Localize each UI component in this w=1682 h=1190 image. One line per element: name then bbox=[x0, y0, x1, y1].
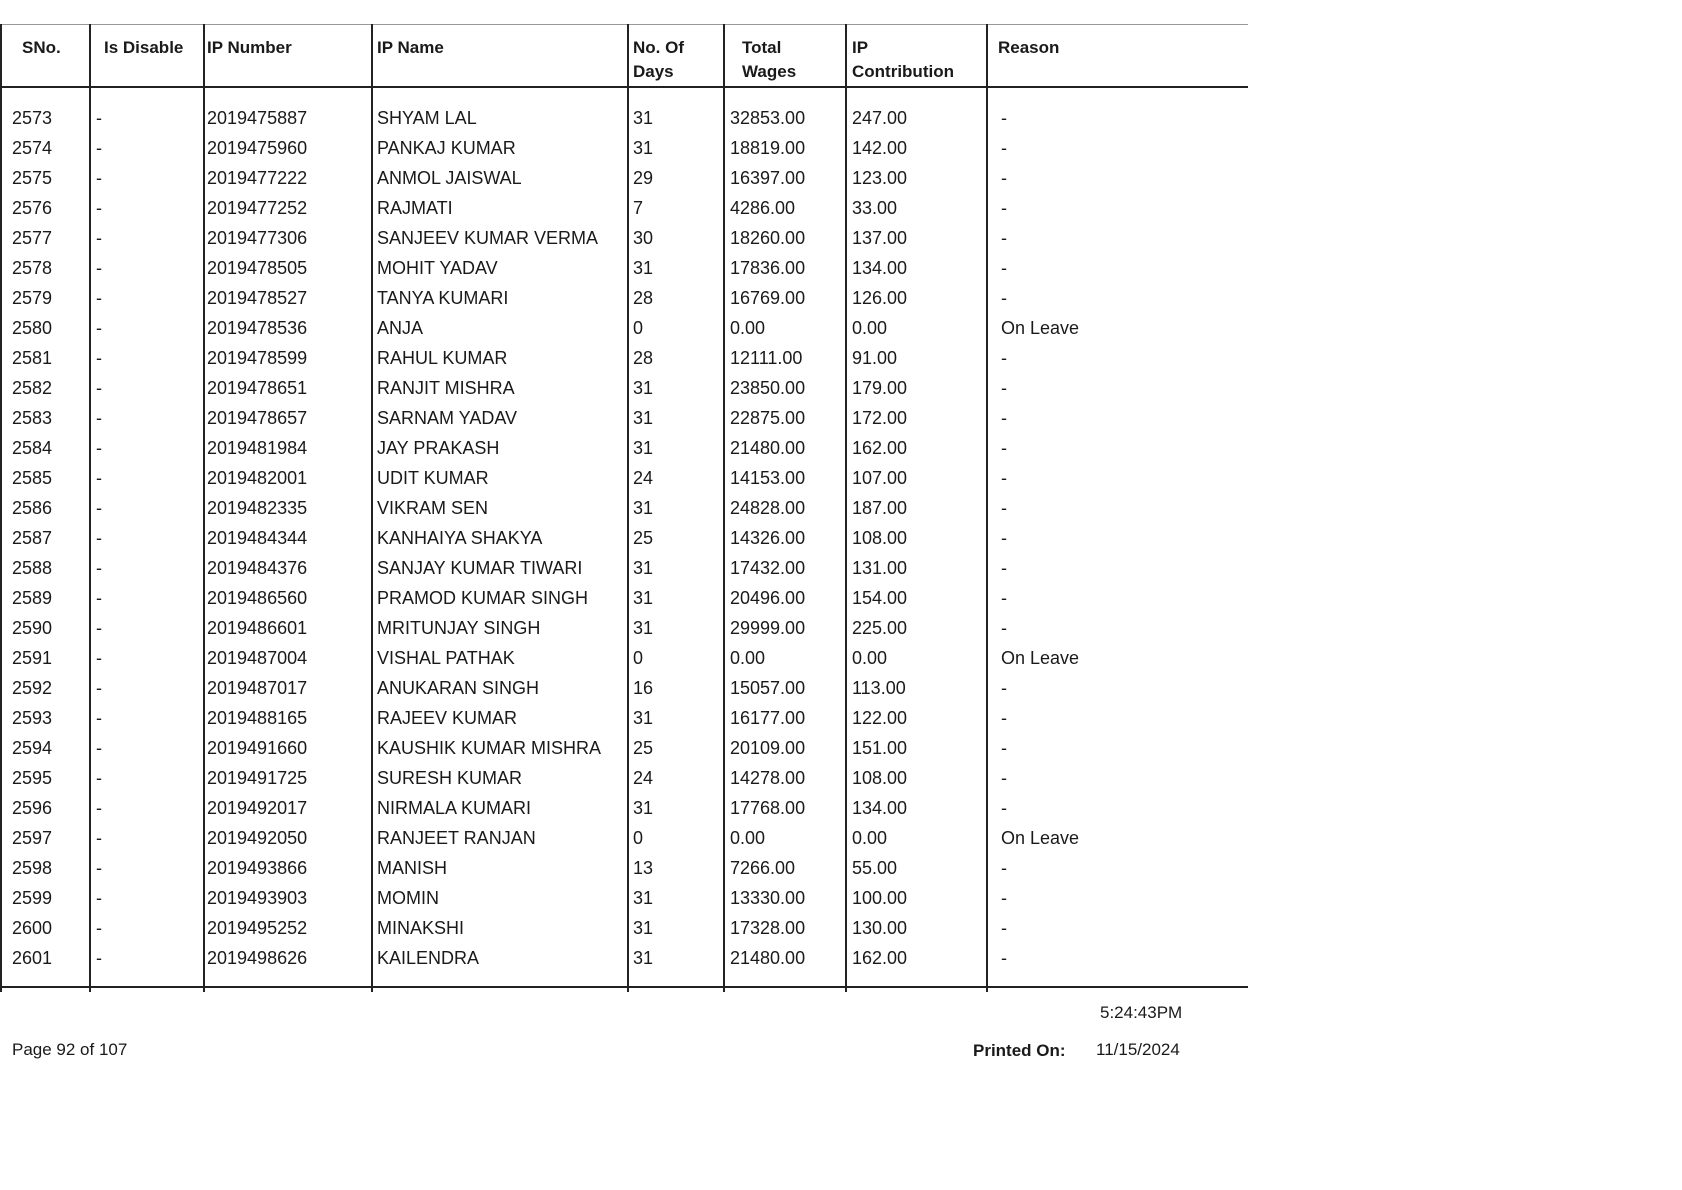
column-header-line: Total bbox=[742, 38, 782, 57]
cell-disable: - bbox=[96, 378, 102, 398]
cell-reason: - bbox=[1001, 228, 1007, 248]
column-header-line: IP Name bbox=[377, 38, 444, 57]
cell-sno: 2595 bbox=[12, 768, 53, 788]
cell-ipnum: 2019491660 bbox=[207, 738, 308, 758]
cell-reason: - bbox=[1001, 948, 1007, 968]
cell-ipnum: 2019487004 bbox=[207, 648, 308, 668]
column-header-contrib bbox=[852, 36, 954, 84]
cell-wages: 7266.00 bbox=[730, 858, 796, 878]
cell-days: 7 bbox=[633, 198, 644, 218]
column-divider bbox=[371, 24, 373, 992]
cell-contrib: 179.00 bbox=[852, 378, 908, 398]
cell-wages: 20496.00 bbox=[730, 588, 806, 608]
cell-wages: 0.00 bbox=[730, 318, 766, 338]
cell-ipnum: 2019493866 bbox=[207, 858, 308, 878]
cell-ipname: RAJMATI bbox=[377, 198, 453, 218]
cell-days: 31 bbox=[633, 918, 654, 938]
cell-disable: - bbox=[96, 288, 102, 308]
cell-sno: 2586 bbox=[12, 498, 53, 518]
cell-contrib: 154.00 bbox=[852, 588, 908, 608]
column-header-ipnum bbox=[207, 36, 292, 60]
cell-sno: 2579 bbox=[12, 288, 53, 308]
cell-sno: 2597 bbox=[12, 828, 53, 848]
cell-reason: - bbox=[1001, 348, 1007, 368]
cell-reason: - bbox=[1001, 198, 1007, 218]
cell-disable: - bbox=[96, 708, 102, 728]
cell-reason: On Leave bbox=[1001, 318, 1080, 338]
cell-wages: 20109.00 bbox=[730, 738, 806, 758]
cell-ipnum: 2019484344 bbox=[207, 528, 308, 548]
cell-reason: - bbox=[1001, 558, 1007, 578]
cell-days: 31 bbox=[633, 378, 654, 398]
cell-ipnum: 2019492017 bbox=[207, 798, 308, 818]
cell-ipname: TANYA KUMARI bbox=[377, 288, 509, 308]
cell-ipnum: 2019478536 bbox=[207, 318, 308, 338]
column-header-line: Days bbox=[633, 62, 674, 81]
cell-reason: - bbox=[1001, 888, 1007, 908]
cell-sno: 2577 bbox=[12, 228, 53, 248]
cell-reason: - bbox=[1001, 408, 1007, 428]
cell-reason: - bbox=[1001, 618, 1007, 638]
cell-reason: - bbox=[1001, 738, 1007, 758]
cell-wages: 0.00 bbox=[730, 828, 766, 848]
cell-contrib: 172.00 bbox=[852, 408, 908, 428]
cell-reason: - bbox=[1001, 498, 1007, 518]
cell-ipname: MANISH bbox=[377, 858, 448, 878]
column-divider bbox=[845, 24, 847, 992]
column-header-line: Is Disable bbox=[104, 38, 184, 57]
cell-disable: - bbox=[96, 888, 102, 908]
cell-ipname: ANMOL JAISWAL bbox=[377, 168, 522, 188]
cell-sno: 2598 bbox=[12, 858, 53, 878]
column-header-line: Reason bbox=[998, 38, 1060, 57]
table-top-border bbox=[0, 24, 1248, 25]
cell-disable: - bbox=[96, 798, 102, 818]
cell-disable: - bbox=[96, 738, 102, 758]
cell-wages: 4286.00 bbox=[730, 198, 796, 218]
cell-sno: 2594 bbox=[12, 738, 53, 758]
cell-contrib: 187.00 bbox=[852, 498, 908, 518]
cell-ipname: RANJEET RANJAN bbox=[377, 828, 536, 848]
cell-sno: 2581 bbox=[12, 348, 53, 368]
printed-on-label: Printed On: bbox=[973, 1041, 1066, 1060]
cell-contrib: 131.00 bbox=[852, 558, 908, 578]
column-header-line: Wages bbox=[742, 62, 797, 81]
cell-wages: 12111.00 bbox=[730, 348, 803, 368]
cell-days: 0 bbox=[633, 828, 644, 848]
cell-reason: - bbox=[1001, 438, 1007, 458]
cell-days: 16 bbox=[633, 678, 654, 698]
cell-disable: - bbox=[96, 468, 102, 488]
cell-disable: - bbox=[96, 588, 102, 608]
cell-ipnum: 2019475960 bbox=[207, 138, 308, 158]
cell-ipname: KAUSHIK KUMAR MISHRA bbox=[377, 738, 602, 758]
cell-sno: 2578 bbox=[12, 258, 53, 278]
cell-contrib: 108.00 bbox=[852, 528, 908, 548]
cell-reason: On Leave bbox=[1001, 648, 1080, 668]
cell-disable: - bbox=[96, 618, 102, 638]
cell-disable: - bbox=[96, 648, 102, 668]
cell-ipname: PRAMOD KUMAR SINGH bbox=[377, 588, 589, 608]
cell-ipnum: 2019492050 bbox=[207, 828, 308, 848]
cell-ipnum: 2019478505 bbox=[207, 258, 308, 278]
cell-ipnum: 2019478651 bbox=[207, 378, 308, 398]
cell-contrib: 151.00 bbox=[852, 738, 908, 758]
cell-ipname: ANJA bbox=[377, 318, 424, 338]
cell-wages: 15057.00 bbox=[730, 678, 806, 698]
cell-wages: 23850.00 bbox=[730, 378, 806, 398]
cell-sno: 2576 bbox=[12, 198, 53, 218]
cell-reason: - bbox=[1001, 918, 1007, 938]
cell-disable: - bbox=[96, 108, 102, 128]
cell-ipname: KAILENDRA bbox=[377, 948, 480, 968]
cell-wages: 16769.00 bbox=[730, 288, 806, 308]
column-header-sno bbox=[22, 36, 61, 60]
cell-wages: 24828.00 bbox=[730, 498, 806, 518]
cell-contrib: 137.00 bbox=[852, 228, 908, 248]
cell-ipnum: 2019491725 bbox=[207, 768, 308, 788]
table-bottom-border bbox=[0, 986, 1248, 988]
cell-contrib: 247.00 bbox=[852, 108, 908, 128]
header-bottom-border bbox=[0, 86, 1248, 88]
cell-days: 30 bbox=[633, 228, 654, 248]
cell-reason: - bbox=[1001, 528, 1007, 548]
cell-reason: - bbox=[1001, 858, 1007, 878]
cell-ipname: VIKRAM SEN bbox=[377, 498, 489, 518]
column-header-reason bbox=[998, 36, 1059, 60]
cell-ipname: SHYAM LAL bbox=[377, 108, 477, 128]
cell-days: 28 bbox=[633, 348, 654, 368]
column-divider bbox=[986, 24, 988, 992]
cell-sno: 2596 bbox=[12, 798, 53, 818]
cell-days: 31 bbox=[633, 498, 654, 518]
cell-ipnum: 2019478657 bbox=[207, 408, 308, 428]
cell-contrib: 55.00 bbox=[852, 858, 898, 878]
cell-wages: 16397.00 bbox=[730, 168, 806, 188]
cell-contrib: 134.00 bbox=[852, 798, 908, 818]
cell-ipnum: 2019478599 bbox=[207, 348, 308, 368]
cell-days: 31 bbox=[633, 708, 654, 728]
cell-reason: - bbox=[1001, 708, 1007, 728]
cell-disable: - bbox=[96, 198, 102, 218]
cell-disable: - bbox=[96, 438, 102, 458]
cell-ipname: RAHUL KUMAR bbox=[377, 348, 508, 368]
cell-reason: - bbox=[1001, 108, 1007, 128]
cell-ipnum: 2019484376 bbox=[207, 558, 308, 578]
cell-sno: 2592 bbox=[12, 678, 53, 698]
cell-disable: - bbox=[96, 138, 102, 158]
column-header-wages bbox=[742, 36, 796, 84]
cell-ipname: SURESH KUMAR bbox=[377, 768, 523, 788]
cell-ipnum: 2019482335 bbox=[207, 498, 308, 518]
cell-sno: 2574 bbox=[12, 138, 53, 158]
cell-reason: On Leave bbox=[1001, 828, 1080, 848]
cell-ipname: NIRMALA KUMARI bbox=[377, 798, 532, 818]
cell-days: 0 bbox=[633, 648, 644, 668]
cell-wages: 21480.00 bbox=[730, 948, 806, 968]
cell-ipnum: 2019475887 bbox=[207, 108, 308, 128]
column-header-line: Contribution bbox=[852, 62, 954, 81]
cell-contrib: 113.00 bbox=[852, 678, 906, 698]
cell-days: 31 bbox=[633, 798, 654, 818]
cell-ipname: UDIT KUMAR bbox=[377, 468, 489, 488]
cell-disable: - bbox=[96, 858, 102, 878]
cell-contrib: 0.00 bbox=[852, 318, 888, 338]
column-header-days bbox=[633, 36, 684, 84]
cell-days: 13 bbox=[633, 858, 654, 878]
cell-days: 31 bbox=[633, 108, 654, 128]
cell-ipname: MINAKSHI bbox=[377, 918, 465, 938]
cell-days: 31 bbox=[633, 138, 654, 158]
cell-wages: 17328.00 bbox=[730, 918, 806, 938]
cell-ipnum: 2019487017 bbox=[207, 678, 308, 698]
column-header-line: IP Number bbox=[207, 38, 292, 57]
cell-disable: - bbox=[96, 348, 102, 368]
cell-days: 31 bbox=[633, 948, 654, 968]
cell-days: 24 bbox=[633, 468, 654, 488]
cell-contrib: 108.00 bbox=[852, 768, 908, 788]
cell-sno: 2588 bbox=[12, 558, 53, 578]
cell-days: 31 bbox=[633, 588, 654, 608]
cell-days: 0 bbox=[633, 318, 644, 338]
cell-disable: - bbox=[96, 828, 102, 848]
cell-ipnum: 2019477222 bbox=[207, 168, 308, 188]
cell-reason: - bbox=[1001, 768, 1007, 788]
cell-disable: - bbox=[96, 678, 102, 698]
cell-sno: 2593 bbox=[12, 708, 53, 728]
cell-reason: - bbox=[1001, 378, 1007, 398]
cell-reason: - bbox=[1001, 588, 1007, 608]
cell-ipnum: 2019477252 bbox=[207, 198, 308, 218]
cell-disable: - bbox=[96, 318, 102, 338]
cell-ipname: SANJAY KUMAR TIWARI bbox=[377, 558, 583, 578]
cell-contrib: 134.00 bbox=[852, 258, 908, 278]
cell-contrib: 142.00 bbox=[852, 138, 908, 158]
cell-sno: 2580 bbox=[12, 318, 53, 338]
cell-wages: 17836.00 bbox=[730, 258, 806, 278]
cell-days: 31 bbox=[633, 408, 654, 428]
cell-disable: - bbox=[96, 258, 102, 278]
cell-days: 29 bbox=[633, 168, 654, 188]
cell-ipnum: 2019488165 bbox=[207, 708, 308, 728]
cell-sno: 2590 bbox=[12, 618, 53, 638]
cell-days: 31 bbox=[633, 258, 654, 278]
cell-ipname: MRITUNJAY SINGH bbox=[377, 618, 541, 638]
cell-sno: 2587 bbox=[12, 528, 53, 548]
cell-ipname: VISHAL PATHAK bbox=[377, 648, 515, 668]
cell-disable: - bbox=[96, 498, 102, 518]
cell-reason: - bbox=[1001, 468, 1007, 488]
cell-contrib: 225.00 bbox=[852, 618, 908, 638]
cell-days: 31 bbox=[633, 888, 654, 908]
column-divider bbox=[627, 24, 629, 992]
cell-ipnum: 2019486601 bbox=[207, 618, 308, 638]
cell-ipnum: 2019498626 bbox=[207, 948, 308, 968]
cell-sno: 2600 bbox=[12, 918, 53, 938]
cell-contrib: 123.00 bbox=[852, 168, 908, 188]
cell-ipname: KANHAIYA SHAKYA bbox=[377, 528, 543, 548]
cell-wages: 13330.00 bbox=[730, 888, 806, 908]
cell-wages: 14153.00 bbox=[730, 468, 806, 488]
cell-disable: - bbox=[96, 918, 102, 938]
cell-disable: - bbox=[96, 768, 102, 788]
cell-wages: 14278.00 bbox=[730, 768, 806, 788]
cell-contrib: 100.00 bbox=[852, 888, 908, 908]
cell-ipname: PANKAJ KUMAR bbox=[377, 138, 516, 158]
cell-disable: - bbox=[96, 558, 102, 578]
cell-ipnum: 2019486560 bbox=[207, 588, 308, 608]
cell-days: 31 bbox=[633, 558, 654, 578]
cell-days: 24 bbox=[633, 768, 654, 788]
cell-ipname: RAJEEV KUMAR bbox=[377, 708, 518, 728]
cell-ipname: MOHIT YADAV bbox=[377, 258, 498, 278]
cell-ipname: MOMIN bbox=[377, 888, 439, 908]
cell-reason: - bbox=[1001, 678, 1007, 698]
cell-contrib: 122.00 bbox=[852, 708, 908, 728]
cell-wages: 18260.00 bbox=[730, 228, 806, 248]
cell-wages: 18819.00 bbox=[730, 138, 806, 158]
printed-on-date: 11/15/2024 bbox=[1096, 1040, 1180, 1059]
cell-contrib: 162.00 bbox=[852, 948, 908, 968]
cell-reason: - bbox=[1001, 168, 1007, 188]
page-number: Page 92 of 107 bbox=[12, 1040, 128, 1059]
print-time: 5:24:43PM bbox=[1100, 1003, 1183, 1022]
cell-wages: 16177.00 bbox=[730, 708, 806, 728]
cell-sno: 2584 bbox=[12, 438, 53, 458]
cell-sno: 2591 bbox=[12, 648, 53, 668]
cell-ipname: JAY PRAKASH bbox=[377, 438, 500, 458]
cell-wages: 17432.00 bbox=[730, 558, 806, 578]
cell-reason: - bbox=[1001, 288, 1007, 308]
cell-ipnum: 2019482001 bbox=[207, 468, 308, 488]
cell-wages: 14326.00 bbox=[730, 528, 806, 548]
cell-disable: - bbox=[96, 168, 102, 188]
column-header-disable bbox=[104, 36, 183, 60]
cell-days: 28 bbox=[633, 288, 654, 308]
cell-wages: 32853.00 bbox=[730, 108, 806, 128]
cell-days: 31 bbox=[633, 618, 654, 638]
cell-sno: 2599 bbox=[12, 888, 53, 908]
column-divider bbox=[723, 24, 725, 992]
cell-sno: 2589 bbox=[12, 588, 53, 608]
cell-sno: 2585 bbox=[12, 468, 53, 488]
cell-contrib: 130.00 bbox=[852, 918, 908, 938]
column-header-ipname bbox=[377, 36, 444, 60]
cell-ipname: RANJIT MISHRA bbox=[377, 378, 515, 398]
column-header-line: SNo. bbox=[22, 38, 61, 57]
cell-ipname: ANUKARAN SINGH bbox=[377, 678, 540, 698]
cell-sno: 2573 bbox=[12, 108, 53, 128]
cell-ipname: SARNAM YADAV bbox=[377, 408, 518, 428]
cell-disable: - bbox=[96, 408, 102, 428]
cell-contrib: 0.00 bbox=[852, 648, 888, 668]
cell-ipnum: 2019493903 bbox=[207, 888, 308, 908]
cell-contrib: 107.00 bbox=[852, 468, 908, 488]
cell-contrib: 0.00 bbox=[852, 828, 888, 848]
cell-contrib: 91.00 bbox=[852, 348, 898, 368]
cell-sno: 2575 bbox=[12, 168, 53, 188]
cell-wages: 22875.00 bbox=[730, 408, 806, 428]
cell-contrib: 33.00 bbox=[852, 198, 898, 218]
cell-wages: 0.00 bbox=[730, 648, 766, 668]
cell-contrib: 162.00 bbox=[852, 438, 908, 458]
cell-wages: 17768.00 bbox=[730, 798, 806, 818]
cell-ipnum: 2019481984 bbox=[207, 438, 308, 458]
cell-ipnum: 2019495252 bbox=[207, 918, 308, 938]
cell-days: 25 bbox=[633, 528, 654, 548]
cell-contrib: 126.00 bbox=[852, 288, 908, 308]
column-divider bbox=[89, 24, 91, 992]
column-divider bbox=[0, 24, 2, 992]
cell-sno: 2582 bbox=[12, 378, 53, 398]
cell-wages: 29999.00 bbox=[730, 618, 806, 638]
cell-reason: - bbox=[1001, 798, 1007, 818]
cell-disable: - bbox=[96, 948, 102, 968]
cell-ipnum: 2019477306 bbox=[207, 228, 308, 248]
cell-days: 31 bbox=[633, 438, 654, 458]
cell-disable: - bbox=[96, 228, 102, 248]
cell-ipname: SANJEEV KUMAR VERMA bbox=[377, 228, 599, 248]
column-divider bbox=[203, 24, 205, 992]
cell-disable: - bbox=[96, 528, 102, 548]
cell-wages: 21480.00 bbox=[730, 438, 806, 458]
cell-reason: - bbox=[1001, 138, 1007, 158]
cell-days: 25 bbox=[633, 738, 654, 758]
column-header-line: IP bbox=[852, 38, 869, 57]
cell-ipnum: 2019478527 bbox=[207, 288, 308, 308]
cell-sno: 2583 bbox=[12, 408, 53, 428]
column-header-line: No. Of bbox=[633, 38, 684, 57]
cell-reason: - bbox=[1001, 258, 1007, 278]
cell-sno: 2601 bbox=[12, 948, 53, 968]
